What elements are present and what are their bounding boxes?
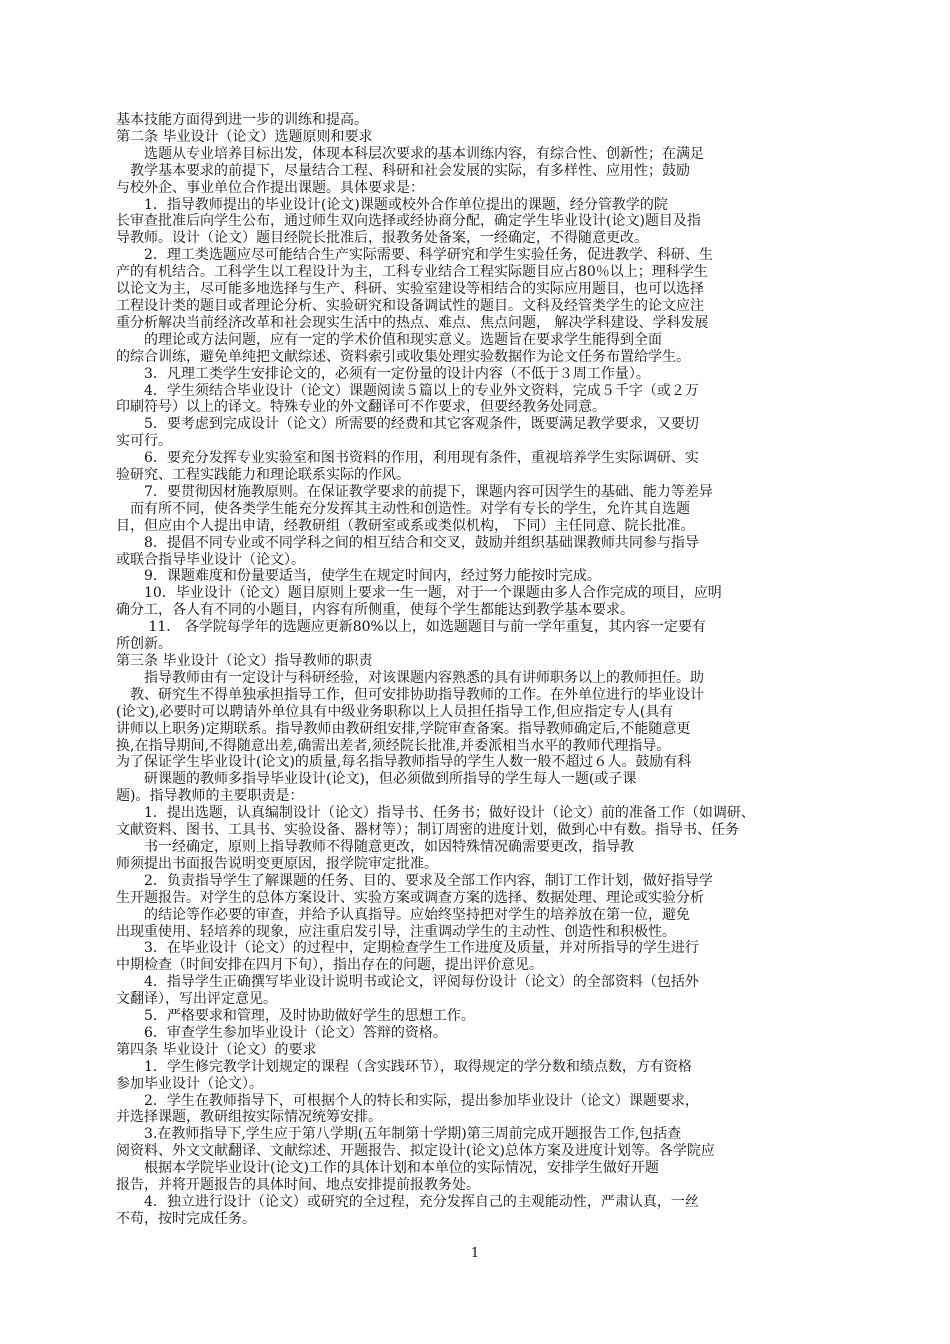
text-line: 题)。指导教师的主要职责是： bbox=[116, 788, 304, 805]
text-line: 的理论或方法问题，应有一定的学术价值和现实意义。选题旨在要求学生能得到全面 bbox=[116, 331, 662, 348]
text-line: 验研究、工程实践能力和理论联系实际的作风。 bbox=[116, 467, 410, 484]
section-heading: 第三条 毕业设计（论文）指导教师的职责 bbox=[116, 653, 373, 669]
text-line: 7．要贯彻因材施教原则。在保证教学要求的前提下，课题内容可因学生的基础、能力等差异 bbox=[116, 483, 713, 500]
text-line: 生开题报告。对学生的总体方案设计、实验方案或调查方案的选择、数据处理、理论或实验分析 bbox=[116, 889, 704, 906]
text-line: 以论文为主，尽可能多地选择与生产、科研、实验室建设等相结合的实际应用题目，也可以选择 bbox=[116, 281, 704, 298]
text-line: 文翻译），写出评定意见。 bbox=[116, 991, 277, 1008]
text-line: 所创新。 bbox=[116, 636, 172, 653]
text-line: 实可行。 bbox=[116, 433, 172, 450]
text-line: 出现重使用、轻培养的现象，应注重启发引导，注重调动学生的主动性、创造性和积极性。 bbox=[116, 923, 676, 940]
text-line: 5．要考虑到完成设计（论文）所需要的经费和其它客观条件，既要满足教学要求，又要切 bbox=[116, 416, 699, 433]
text-line: 重分析解决当前经济改革和社会现实生活中的热点、难点、焦点问题， 解决学科建设、学科发展 bbox=[116, 314, 709, 331]
text-line: 2．负责指导学生了解课题的任务、目的、要求及全部工作内容，制订工作计划，做好指导学 bbox=[116, 872, 713, 889]
text-line: 或联合指导毕业设计（论文）。 bbox=[116, 551, 305, 568]
text-line: 文献资料、图书、工具书、实验设备、器材等）；制订周密的进度计划，做到心中有数。指导书、任务 bbox=[116, 822, 739, 839]
text-line: 2．学生在教师指导下，可根据个人的特长和实际，提出参加毕业设计（论文）课题要求， bbox=[116, 1092, 699, 1109]
text-line: 11． 各学院每学年的选题应更新80%以上，如选题题目与前一学年重复，其内容一定要有 bbox=[116, 619, 706, 636]
text-line: 3.在教师指导下,学生应于第八学期(五年制第十学期)第三周前完成开题报告工作,包括查 bbox=[116, 1126, 682, 1143]
text-line: 师须提出书面报告说明变更原因，报学院审定批准。 bbox=[116, 855, 438, 872]
page-number: 1 bbox=[470, 1246, 480, 1261]
text-line: 3．在毕业设计（论文）的过程中，定期检查学生工作进度及质量，并对所指导的学生进行 bbox=[116, 940, 699, 957]
text-line: 6．要充分发挥专业实验室和图书资料的作用，利用现有条件，重视培养学生实际调研、实 bbox=[116, 450, 699, 467]
text-line: 教学基本要求的前提下，尽量结合工程、科研和社会发展的实际，有多样性、应用性；鼓励 bbox=[116, 162, 690, 179]
text-line: 印刷符号）以上的译文。特殊专业的外文翻译可不作要求，但要经教务处同意。 bbox=[116, 399, 606, 416]
text-line: 参加毕业设计（论文）。 bbox=[116, 1075, 263, 1092]
section-heading: 第二条 毕业设计（论文）选题原则和要求 bbox=[116, 128, 373, 145]
text-line: 为了保证学生毕业设计(论文)的质量,每名指导教师指导的学生人数一般不超过６人。鼓励有科 bbox=[116, 754, 692, 771]
text-line: 基本技能方面得到进一步的训练和提高。 bbox=[116, 112, 368, 128]
text-line: 而有所不同，使各类学生能充分发挥其主动性和创造性。对学有专长的学生，允许其自选题 bbox=[116, 500, 690, 517]
text-line: 6．审查学生参加毕业设计（论文）答辩的资格。 bbox=[116, 1024, 447, 1041]
body-text bbox=[116, 112, 816, 1228]
text-line: 5．严格要求和管理，及时协助做好学生的思想工作。 bbox=[116, 1008, 475, 1025]
text-line: 1．提出选题，认真编制设计（论文）指导书、任务书；做好设计（论文）前的准备工作（如调研、 bbox=[116, 805, 755, 822]
text-line: 1．指导教师提出的毕业设计(论文)课题或校外合作单位提出的课题，经分管教学的院 bbox=[116, 196, 668, 213]
text-line: 的综合训练，避免单纯把文献综述、资料索引或收集处理实验数据作为论文任务布置给学生。 bbox=[116, 348, 690, 365]
text-line: 8．提倡不同专业或不同学科之间的相互结合和交叉，鼓励并组织基础课教师共同参与指导 bbox=[116, 534, 699, 551]
text-line: 教、研究生不得单独承担指导工作，但可安排协助指导教师的工作。在外单位进行的毕业设计 bbox=[116, 686, 704, 703]
text-line: 与校外企、事业单位合作提出课题。具体要求是： bbox=[116, 179, 424, 196]
text-line: 阅资料、外文文献翻译、文献综述、开题报告、拟定设计(论文)总体方案及进度计划等。各学院应 bbox=[116, 1143, 715, 1160]
text-line: 研课题的教师多指导毕业设计(论文)，但必须做到所指导的学生每人一题(或子课 bbox=[116, 771, 637, 788]
text-line: 导教师。设计（论文）题目经院长批准后，报教务处备案，一经确定，不得随意更改。 bbox=[116, 230, 648, 247]
text-line: 中期检查（时间安排在四月下旬），指出存在的问题，提出评价意见。 bbox=[116, 957, 543, 974]
text-line: 并选择课题，教研组按实际情况统筹安排。 bbox=[116, 1109, 382, 1126]
text-line: 换,在指导期间,不得随意出差,确需出差者,须经院长批准,并委派相当水平的教师代理指导。 bbox=[116, 737, 671, 754]
text-line: 根据本学院毕业设计(论文)工作的具体计划和本单位的实际情况，安排学生做好开题 bbox=[116, 1160, 659, 1177]
text-line: 确分工，各人有不同的小题目，内容有所侧重，使每个学生都能达到教学基本要求。 bbox=[116, 602, 634, 619]
text-line: 产的有机结合。工科学生以工程设计为主，工科专业结合工程实际题目应占80％以上；理科学生 bbox=[116, 264, 708, 281]
text-line: 指导教师由有一定设计与科研经验，对该课题内容熟悉的具有讲师职务以上的教师担任。助 bbox=[116, 669, 704, 686]
text-line: 书一经确定，原则上指导教师不得随意更改，如因特殊情况确需要更改，指导教 bbox=[116, 838, 634, 855]
text-line: 长审查批准后向学生公布，通过师生双向选择或经协商分配，确定学生毕业设计(论文)题目及指 bbox=[116, 213, 701, 230]
text-line: 10．毕业设计（论文）题目原则上要求一生一题，对于一个课题由多人合作完成的项目，应明 bbox=[116, 585, 722, 602]
text-line: 4．独立进行设计（论文）或研究的全过程，充分发挥自己的主观能动性，严肃认真，一丝 bbox=[116, 1194, 699, 1210]
text-line: 的结论等作必要的审查，并给予认真指导。应始终坚持把对学生的培养放在第一位，避免 bbox=[116, 906, 690, 923]
text-line: 2．理工类选题应尽可能结合生产实际需要、科学研究和学生实验任务，促进教学、科研、生 bbox=[116, 247, 713, 264]
text-line: 报告，并将开题报告的具体时间、地点安排提前报教务处。 bbox=[116, 1177, 480, 1194]
text-line: 工程设计类的题目或者理论分析、实验研究和设备调试性的题目。文科及经管类学生的论文应注 bbox=[116, 297, 704, 314]
text-line: 不苟，按时完成任务。 bbox=[116, 1210, 256, 1227]
text-line: 4．学生须结合毕业设计（论文）课题阅读５篇以上的专业外文资料，完成５千字（或２万 bbox=[116, 382, 699, 399]
text-line: 3．凡理工类学生安排论文的，必须有一定份量的设计内容（不低于３周工作量）。 bbox=[116, 365, 650, 382]
text-line: 9．课题难度和份量要适当，使学生在规定时间内，经过努力能按时完成。 bbox=[116, 568, 601, 585]
section-heading: 第四条 毕业设计（论文）的要求 bbox=[116, 1041, 317, 1058]
text-line: 4．指导学生正确撰写毕业设计说明书或论文，评阅每份设计（论文）的全部资料（包括外 bbox=[116, 974, 699, 991]
text-line: 选题从专业培养目标出发，体现本科层次要求的基本训练内容，有综合性、创新性；在满足 bbox=[116, 145, 704, 162]
text-line: 讲师以上职务)定期联系。指导教师由教研组安排,学院审查备案。指导教师确定后,不能随意更 bbox=[116, 720, 691, 737]
text-line: 1．学生修完教学计划规定的课程（含实践环节），取得规定的学分数和绩点数，方有资格 bbox=[116, 1058, 692, 1075]
text-line: 目，但应由个人提出申请，经教研组（教研室或系或类似机构， 下同）主任同意、院长批准。 bbox=[116, 517, 695, 534]
text-line: (论文),必要时可以聘请外单位具有中级业务职称以上人员担任指导工作,但应指定专人(具有 bbox=[116, 703, 674, 720]
